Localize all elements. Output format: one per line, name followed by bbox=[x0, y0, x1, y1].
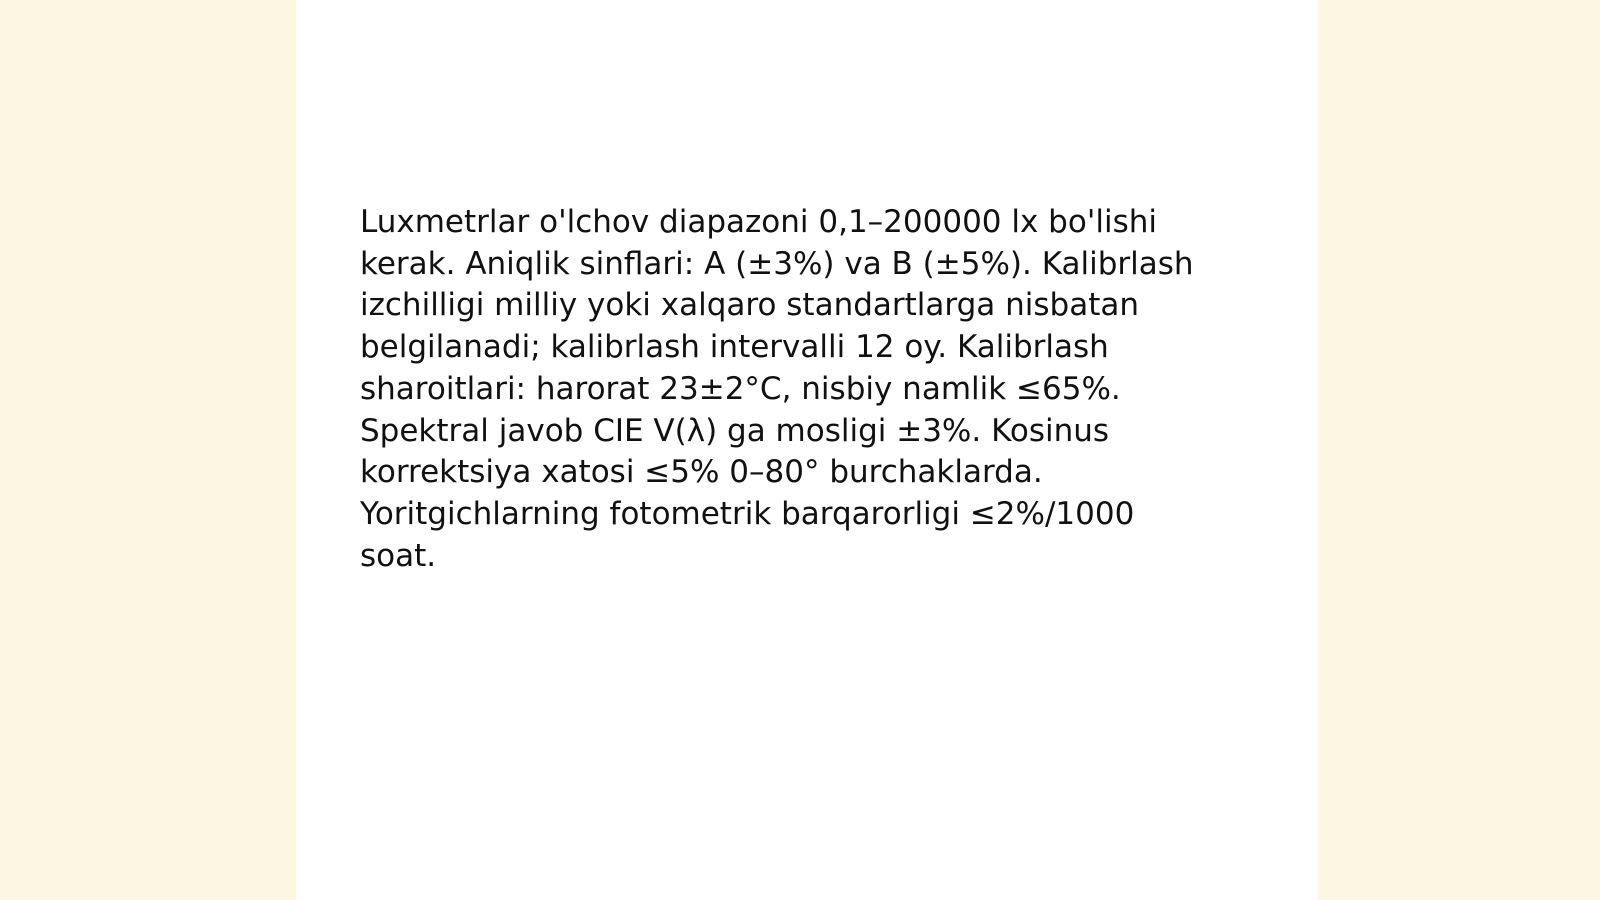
body-paragraph: Luxmetrlar o'lchov diapazoni 0,1–200000 lx bo'lishi kerak. Aniqlik sinflari: A (±3%) va B (±5%). Kalibrlash izchilligi milliy yoki xalqaro standartlarga nisbatan belgilanadi; kalibrlash intervalli 12 oy. Kalibrlash sharoitlari: harorat 23±2°C, nisbiy namlik ≤65%. Spektral javob CIE V(λ) ga mosligi ±3%. Kosinus korrektsiya xatosi ≤5% 0–80° burchaklarda. Yoritgichlarning fotometrik barqarorligi ≤2%/1000 soat. bbox=[360, 204, 1194, 574]
document-page bbox=[296, 0, 1318, 900]
